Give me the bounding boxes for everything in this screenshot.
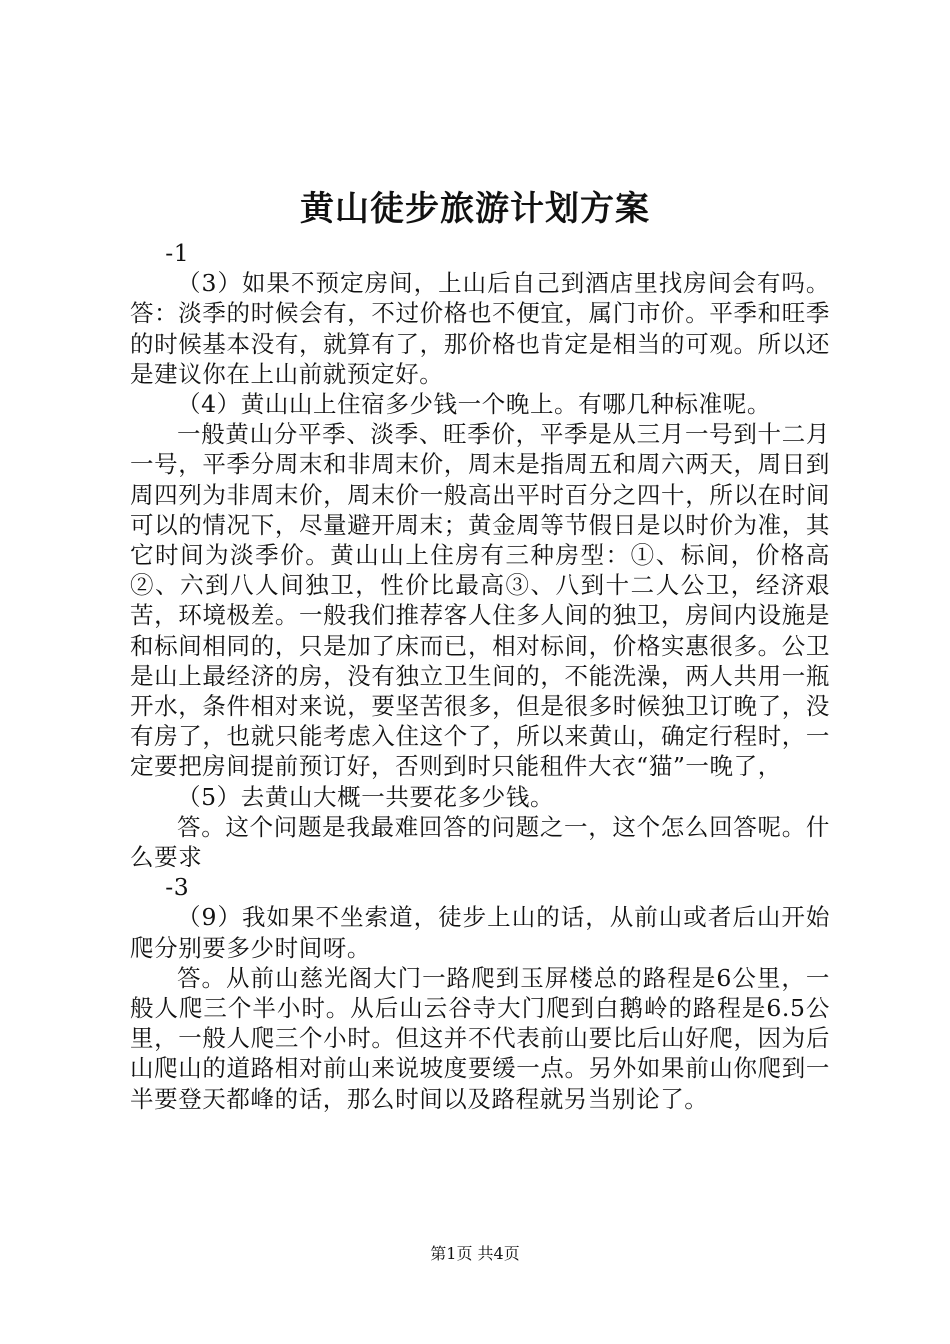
- page-marker: -1: [165, 239, 190, 267]
- paragraph: 一般黄山分平季、淡季、旺季价，平季是从三月一号到十二月一号，平季分周末和非周末价，周末是指周五和周六两天，周日到周四列为非周末价，周末价一般高出平时百分之四十，所以在时间可以的情况下，尽量避开周末；黄金周等节假日是以时价为准，其它时间为淡季价。黄山山上住房有三种房型：①、标间，价格高②、六到八人间独卫，性价比最高③、八到十二人公卫，经济艰苦，环境极差。一般我们推荐客人住多人间的独卫，房间内设施是和标间相同的，只是加了床而已，相对标间，价格实惠很多。公卫是山上最经济的房，没有独立卫生间的，不能洗澡，两人共用一瓶开水，条件相对来说，要坚苦很多，但是很多时候独卫订晚了，没有房了，也就只能考虑入住这个了，所以来黄山，确定行程时，一定要把房间提前预订好，否则到时只能租件大衣“猫”一晚了，: [130, 420, 830, 781]
- paragraph: （9）我如果不坐索道，徒步上山的话，从前山或者后山开始爬分别要多少时间呀。: [130, 903, 830, 962]
- paragraph: （3）如果不预定房间，上山后自己到酒店里找房间会有吗。答：淡季的时候会有，不过价格也不便宜，属门市价。平季和旺季的时候基本没有，就算有了，那价格也肯定是相当的可观。所以还是建议你在上山前就预定好。: [130, 269, 830, 388]
- page-marker: -3: [165, 873, 190, 902]
- paragraph: 答。从前山慈光阁大门一路爬到玉屏楼总的路程是6公里，一般人爬三个半小时。从后山云谷寺大门爬到白鹅岭的路程是6.5公里，一般人爬三个小时。但这并不代表前山要比后山好爬，因为后山爬山的道路相对前山来说坡度要缓一点。另外如果前山你爬到一半要登天都峰的话，那么时间以及路程就另当别论了。: [130, 963, 830, 1113]
- document-body: [130, 238, 830, 1114]
- page-footer: 第1页 共4页: [430, 1244, 520, 1263]
- paragraph: （4）黄山山上住宿多少钱一个晚上。有哪几种标准呢。: [177, 390, 771, 419]
- paragraph: 答。这个问题是我最难回答的问题之一，这个怎么回答呢。什么要求: [130, 812, 830, 872]
- document-title: 黄山徒步旅游计划方案: [300, 189, 650, 229]
- paragraph: （5）去黄山大概一共要花多少钱。: [177, 782, 555, 811]
